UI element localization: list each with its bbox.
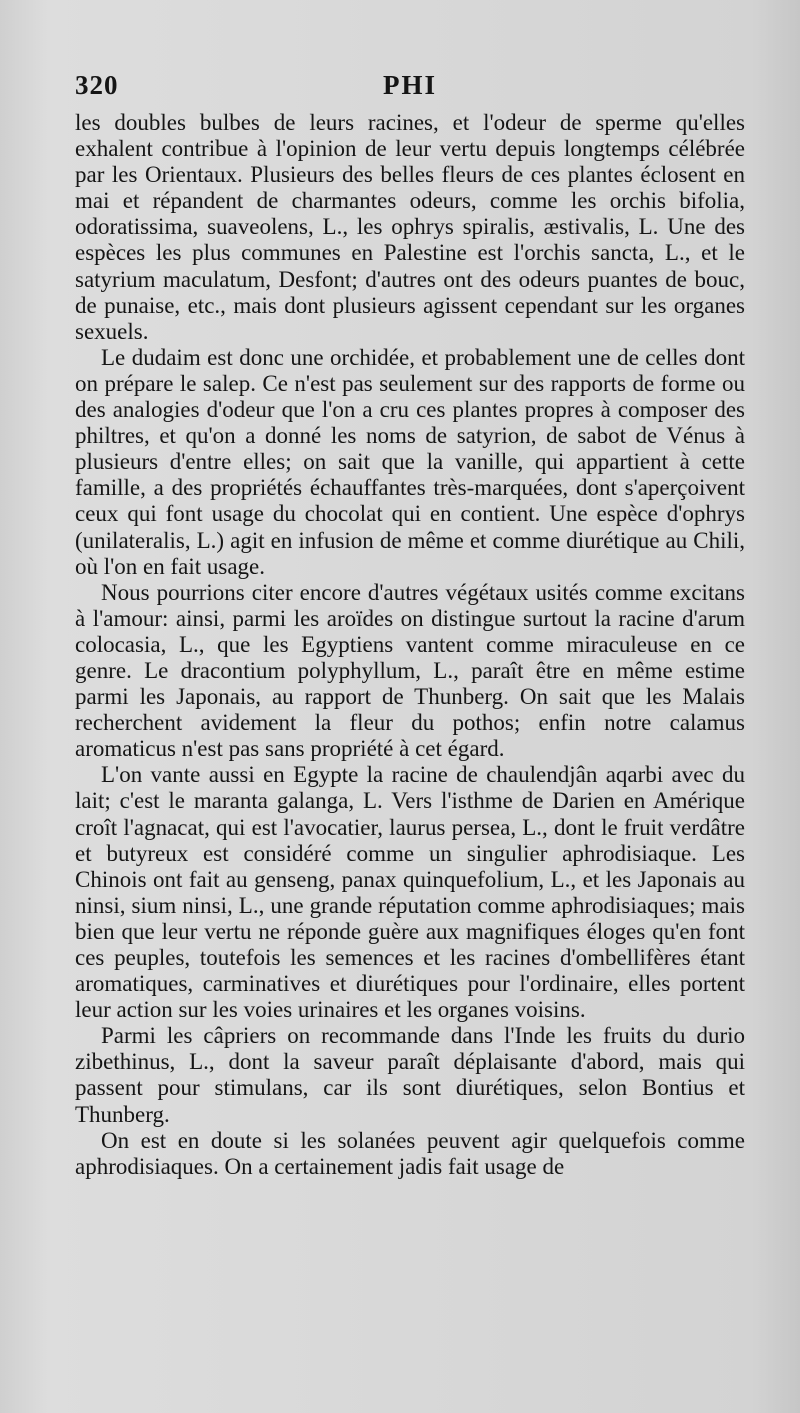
page-header	[75, 70, 745, 106]
paragraph: On est en doute si les solanées peuvent agir quelquefois comme aphrodisiaques. On a certainement jadis fait usage de	[75, 1127, 745, 1179]
paragraph: L'on vante aussi en Egypte la racine de chaulendjân aqarbi avec du lait; c'est le maranta galanga, L. Vers l'isthme de Darien en Amérique croît l'agnacat, qui est l'avocatier, laurus persea, L., dont le fruit verdâtre et butyreux est considéré comme un singulier aphrodisiaque. Les Chinois ont fait au genseng, panax quinquefolium, L., et les Japonais au ninsi, sium ninsi, L., une grande réputation comme aphrodisiaques; mais bien que leur vertu ne réponde guère aux magnifiques éloges qu'en font ces peuples, toutefois les semences et les racines d'ombellifères étant aromatiques, carminatives et diurétiques pour l'ordinaire, elles portent leur action sur les voies urinaires et les organes voisins.	[75, 762, 745, 1023]
paragraph: les doubles bulbes de leurs racines, et l'odeur de sperme qu'elles exhalent contribue à l'opinion de leur vertu depuis longtemps célébrée par les Orientaux. Plusieurs des belles fleurs de ces plantes éclosent en mai et répandent de charmantes odeurs, comme les orchis bifolia, odoratissima, suaveolens, L., les ophrys spiralis, æstivalis, L. Une des espèces les plus communes en Palestine est l'orchis sancta, L., et le satyrium maculatum, Desfont; d'autres ont des odeurs puantes de bouc, de punaise, etc., mais dont plusieurs agissent cependant sur les organes sexuels.	[75, 110, 745, 344]
page-number: 320	[75, 70, 119, 100]
paragraph: Le dudaim est donc une orchidée, et probablement une de celles dont on prépare le salep. Ce n'est pas seulement sur des rapports de forme ou des analogies d'odeur que l'on a cru ces plantes propres à composer des philtres, et qu'on a donné les noms de satyrion, de sabot de Vénus à plusieurs d'entre elles; on sait que la vanille, qui appartient à cette famille, a des propriétés échauffantes très-marquées, dont s'aperçoivent ceux qui font usage du chocolat qui en contient. Une espèce d'ophrys (unilateralis, L.) agit en infusion de même et comme diurétique au Chili, où l'on en fait usage.	[75, 344, 745, 579]
paragraph: Nous pourrions citer encore d'autres végétaux usités comme excitans à l'amour: ainsi, parmi les aroïdes on distingue surtout la racine d'arum colocasia, L., que les Egyptiens vantent comme miraculeuse en ce genre. Le dracontium polyphyllum, L., paraît être en même estime parmi les Japonais, au rapport de Thunberg. On sait que les Malais recherchent avidement la fleur du pothos; enfin notre calamus aromaticus n'est pas sans propriété à cet égard.	[75, 579, 745, 762]
running-head: PHI	[382, 70, 437, 100]
body-text	[75, 110, 745, 1180]
paragraph: Parmi les câpriers on recommande dans l'Inde les fruits du durio zibethinus, L., dont la saveur paraît déplaisante d'abord, mais qui passent pour stimulans, car ils sont diurétiques, selon Bontius et Thunberg.	[75, 1023, 745, 1127]
